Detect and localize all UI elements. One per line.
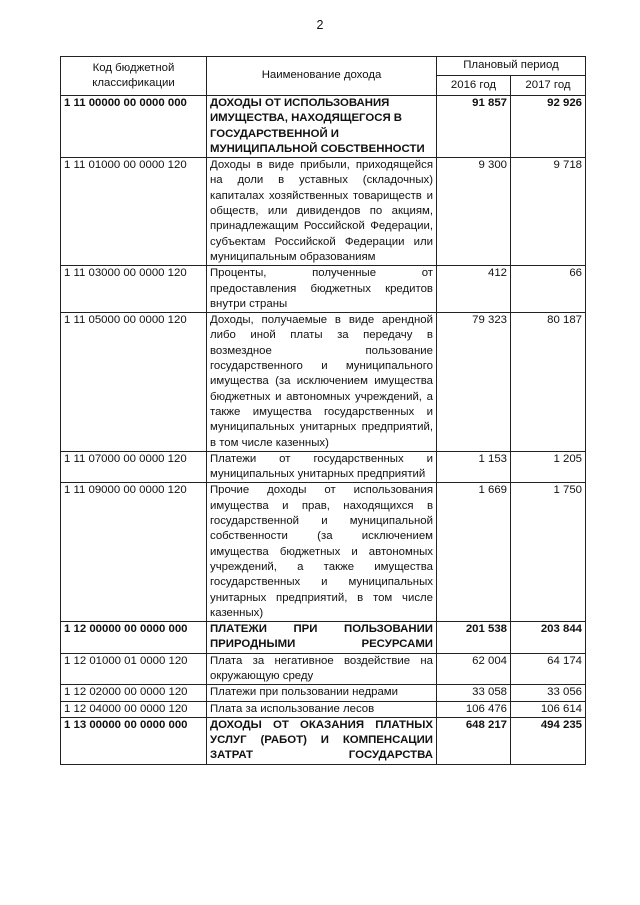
header-year-2016: 2016 год bbox=[437, 76, 511, 96]
row-value-2017: 9 718 bbox=[511, 158, 586, 266]
row-code: 1 12 01000 01 0000 120 bbox=[61, 653, 207, 685]
table-header bbox=[61, 57, 586, 96]
row-value-2017: 80 187 bbox=[511, 313, 586, 452]
income-table bbox=[60, 56, 586, 765]
row-name: Доходы в виде прибыли, приходящейся на доли в уставных (складочных) капиталах хозяйственных товариществ и обществ, или дивидендов по акциям, принадлежащим Российской Федерации, субъектам Российской Федерации или муниципальным образованиям bbox=[207, 158, 437, 266]
row-value-2016: 106 476 bbox=[437, 701, 511, 717]
row-value-2017: 1 750 bbox=[511, 483, 586, 622]
row-code: 1 12 02000 00 0000 120 bbox=[61, 685, 207, 701]
table-row bbox=[61, 483, 586, 622]
row-code: 1 11 03000 00 0000 120 bbox=[61, 266, 207, 313]
header-year-2017: 2017 год bbox=[511, 76, 586, 96]
row-value-2016: 648 217 bbox=[437, 717, 511, 764]
row-code: 1 12 00000 00 0000 000 bbox=[61, 622, 207, 654]
header-name: Наименование дохода bbox=[207, 57, 437, 96]
row-name: ПЛАТЕЖИ ПРИ ПОЛЬЗОВАНИИ ПРИРОДНЫМИ РЕСУРСАМИ bbox=[207, 622, 437, 654]
page-number: 2 bbox=[316, 18, 324, 32]
table-row bbox=[61, 701, 586, 717]
row-value-2016: 1 669 bbox=[437, 483, 511, 622]
row-code: 1 11 09000 00 0000 120 bbox=[61, 483, 207, 622]
row-name: Платежи от государственных и муниципальных унитарных предприятий bbox=[207, 451, 437, 483]
table-row bbox=[61, 96, 586, 158]
row-name: ДОХОДЫ ОТ ИСПОЛЬЗОВАНИЯ ИМУЩЕСТВА, НАХОДЯЩЕГОСЯ В ГОСУДАРСТВЕННОЙ И МУНИЦИПАЛЬНОЙ СОБСТВЕННОСТИ bbox=[207, 96, 437, 158]
table-row bbox=[61, 653, 586, 685]
row-name: ДОХОДЫ ОТ ОКАЗАНИЯ ПЛАТНЫХ УСЛУГ (РАБОТ) И КОМПЕНСАЦИИ ЗАТРАТ ГОСУДАРСТВА bbox=[207, 717, 437, 764]
row-value-2016: 91 857 bbox=[437, 96, 511, 158]
row-name: Плата за негативное воздействие на окружающую среду bbox=[207, 653, 437, 685]
table-row bbox=[61, 158, 586, 266]
row-name: Проценты, полученные от предоставления бюджетных кредитов внутри страны bbox=[207, 266, 437, 313]
row-code: 1 11 00000 00 0000 000 bbox=[61, 96, 207, 158]
row-value-2017: 494 235 bbox=[511, 717, 586, 764]
row-value-2016: 62 004 bbox=[437, 653, 511, 685]
table-row bbox=[61, 266, 586, 313]
row-code: 1 11 05000 00 0000 120 bbox=[61, 313, 207, 452]
row-value-2017: 33 056 bbox=[511, 685, 586, 701]
table-row bbox=[61, 622, 586, 654]
row-value-2016: 201 538 bbox=[437, 622, 511, 654]
row-code: 1 11 07000 00 0000 120 bbox=[61, 451, 207, 483]
table-row bbox=[61, 313, 586, 452]
row-value-2017: 106 614 bbox=[511, 701, 586, 717]
row-value-2017: 92 926 bbox=[511, 96, 586, 158]
row-name: Плата за использование лесов bbox=[207, 701, 437, 717]
row-value-2016: 79 323 bbox=[437, 313, 511, 452]
header-period: Плановый период bbox=[437, 57, 586, 76]
row-value-2016: 33 058 bbox=[437, 685, 511, 701]
row-value-2016: 412 bbox=[437, 266, 511, 313]
header-code: Код бюджетной классификации bbox=[61, 57, 207, 96]
row-value-2016: 9 300 bbox=[437, 158, 511, 266]
row-name: Платежи при пользовании недрами bbox=[207, 685, 437, 701]
row-name: Прочие доходы от использования имущества и прав, находящихся в государственной и муниципальной собственности (за исключением имущества бюджетных и автономных учреждений, а также имущества государственных и муниципальных унитарных предприятий, в том числе казенных) bbox=[207, 483, 437, 622]
row-value-2017: 64 174 bbox=[511, 653, 586, 685]
row-code: 1 12 04000 00 0000 120 bbox=[61, 701, 207, 717]
row-value-2016: 1 153 bbox=[437, 451, 511, 483]
row-value-2017: 66 bbox=[511, 266, 586, 313]
row-name: Доходы, получаемые в виде арендной либо иной платы за передачу в возмездное пользование государственного и муниципального имущества (за исключением имущества бюджетных и автономных учреждений, а также имущества государственных и муниципальных унитарных предприятий, в том числе казенных) bbox=[207, 313, 437, 452]
row-code: 1 11 01000 00 0000 120 bbox=[61, 158, 207, 266]
row-value-2017: 1 205 bbox=[511, 451, 586, 483]
row-code: 1 13 00000 00 0000 000 bbox=[61, 717, 207, 764]
table-row bbox=[61, 451, 586, 483]
table-row bbox=[61, 685, 586, 701]
table-row bbox=[61, 717, 586, 764]
row-value-2017: 203 844 bbox=[511, 622, 586, 654]
